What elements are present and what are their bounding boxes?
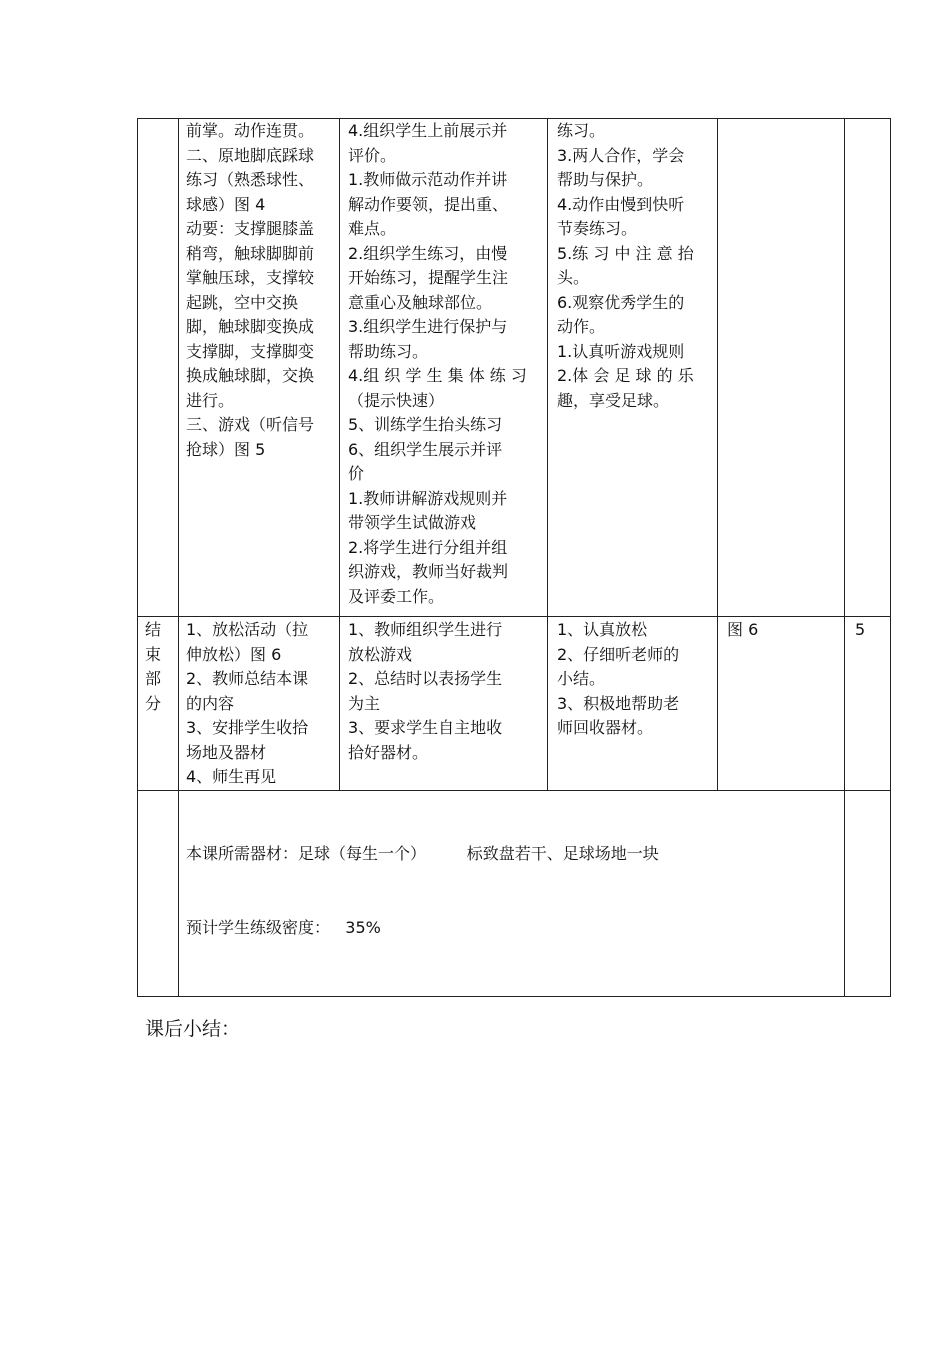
teacher-line: 2.组织学生练习，由慢 xyxy=(348,243,508,263)
content-line: 伸放松）图 6 xyxy=(186,644,282,664)
student-line: 头。 xyxy=(557,268,590,287)
teacher-line: 3、要求学生自主地收 xyxy=(348,718,503,737)
content-line: 2、教师总结本课 xyxy=(186,669,309,688)
teacher-line: 意重心及触球部位。 xyxy=(348,292,493,312)
content-line: 起跳，空中交换 xyxy=(186,292,299,312)
column-divider xyxy=(844,118,845,997)
section-char: 部 xyxy=(144,669,161,688)
teacher-line: 2.将学生进行分组并组 xyxy=(348,537,508,557)
content-line: 1、放松活动（拉 xyxy=(186,620,309,639)
teacher-line: 难点。 xyxy=(348,219,397,238)
teacher-line: （提示快速） xyxy=(348,390,445,410)
teacher-line: 拾好器材。 xyxy=(348,742,429,762)
teacher-line: 5、训练学生抬头练习 xyxy=(348,415,503,434)
teacher-line: 解动作要领，提出重、 xyxy=(348,194,509,214)
row2-teacher-cell xyxy=(348,618,543,765)
table-border-bottom xyxy=(137,996,891,997)
row-divider xyxy=(137,616,891,617)
teacher-line: 及评委工作。 xyxy=(348,586,445,606)
content-line: 二、原地脚底踩球 xyxy=(186,145,315,165)
row1-content-cell xyxy=(186,119,336,462)
student-line: 师回收器材。 xyxy=(557,718,654,737)
row2-student-cell xyxy=(557,618,713,741)
summary-label: 课后小结： xyxy=(145,1018,241,1040)
student-line: 2、仔细听老师的 xyxy=(557,644,680,664)
student-line: 帮助与保护。 xyxy=(557,170,654,189)
teacher-line: 1.教师做示范动作并讲 xyxy=(348,170,508,189)
teacher-line: 帮助练习。 xyxy=(348,341,429,361)
student-line: 3、积极地帮助老 xyxy=(557,693,680,713)
student-line: 练习。 xyxy=(557,121,606,140)
content-line: 脚，触球脚变换成 xyxy=(186,317,315,336)
student-line: 动作。 xyxy=(557,317,606,336)
section-char: 结 xyxy=(144,620,161,639)
row2-content-cell xyxy=(186,618,336,790)
column-divider xyxy=(339,118,340,791)
density-text: 预计学生练级密度： 35% xyxy=(186,917,381,937)
teacher-line: 为主 xyxy=(348,693,381,713)
student-line: 节奏练习。 xyxy=(557,219,638,238)
content-line: 换成触球脚，交换 xyxy=(186,366,315,385)
content-line: 练习（熟悉球性、 xyxy=(186,170,315,189)
teacher-line: 评价。 xyxy=(348,145,397,165)
time-value: 5 xyxy=(855,620,866,639)
content-line: 3、安排学生收拾 xyxy=(186,718,309,737)
student-line: 1、认真放松 xyxy=(557,620,648,639)
row2-time-cell xyxy=(855,618,885,643)
student-line: 4.动作由慢到快听 xyxy=(557,194,685,214)
content-line: 前掌。动作连贯。 xyxy=(186,121,315,140)
row1-teacher-cell xyxy=(348,119,543,609)
content-line: 球感）图 4 xyxy=(186,194,266,214)
teacher-line: 6、组织学生展示并评 xyxy=(348,439,503,459)
table-border-right xyxy=(890,118,891,997)
student-line: 小结。 xyxy=(557,669,606,688)
teacher-line: 放松游戏 xyxy=(348,644,413,664)
row2-section-label xyxy=(143,618,163,716)
content-line: 的内容 xyxy=(186,693,235,713)
content-line: 掌触压球，支撑较 xyxy=(186,268,315,287)
teacher-line: 2、总结时以表扬学生 xyxy=(348,669,503,688)
teacher-line: 织游戏，教师当好裁判 xyxy=(348,562,509,581)
content-line: 抢球）图 5 xyxy=(186,439,266,459)
column-divider xyxy=(717,118,718,791)
table-border-left xyxy=(137,118,138,997)
student-line: 1.认真听游戏规则 xyxy=(557,341,685,361)
content-line: 4、师生再见 xyxy=(186,767,277,786)
student-line: 6.观察优秀学生的 xyxy=(557,292,685,312)
section-char: 束 xyxy=(144,644,161,664)
teacher-line: 1、教师组织学生进行 xyxy=(348,620,503,639)
section-char: 分 xyxy=(144,693,161,713)
teacher-line: 4.组织学生上前展示并 xyxy=(348,121,508,140)
row2-figure-cell xyxy=(727,618,837,643)
row3-notes-cell xyxy=(186,793,836,965)
column-divider xyxy=(547,118,548,791)
teacher-line: 3.组织学生进行保护与 xyxy=(348,317,508,336)
student-line: 3.两人合作，学会 xyxy=(557,145,685,165)
student-line: 趣，享受足球。 xyxy=(557,390,670,410)
content-line: 动要：支撑腿膝盖 xyxy=(186,219,315,238)
teacher-line: 4.组 织 学 生 集 体 练 习 xyxy=(348,366,527,385)
row1-student-cell xyxy=(557,119,713,413)
student-line: 2.体 会 足 球 的 乐 xyxy=(557,366,694,385)
content-line: 稍弯，触球脚脚前 xyxy=(186,243,315,263)
content-line: 场地及器材 xyxy=(186,742,267,762)
teacher-line: 带领学生试做游戏 xyxy=(348,513,477,532)
student-line: 5.练 习 中 注 意 抬 xyxy=(557,243,694,263)
content-line: 支撑脚，支撑脚变 xyxy=(186,341,315,361)
teacher-line: 1.教师讲解游戏规则并 xyxy=(348,488,508,508)
teacher-line: 开始练习，提醒学生注 xyxy=(348,268,509,287)
equipment-text: 本课所需器材：足球（每生一个） 标致盘若干、足球场地一块 xyxy=(186,844,659,863)
figure-label: 图 6 xyxy=(727,620,759,639)
content-line: 进行。 xyxy=(186,390,235,410)
row-divider xyxy=(137,790,891,791)
content-line: 三、游戏（听信号 xyxy=(186,415,315,434)
teacher-line: 价 xyxy=(348,464,365,483)
column-divider xyxy=(178,118,179,997)
